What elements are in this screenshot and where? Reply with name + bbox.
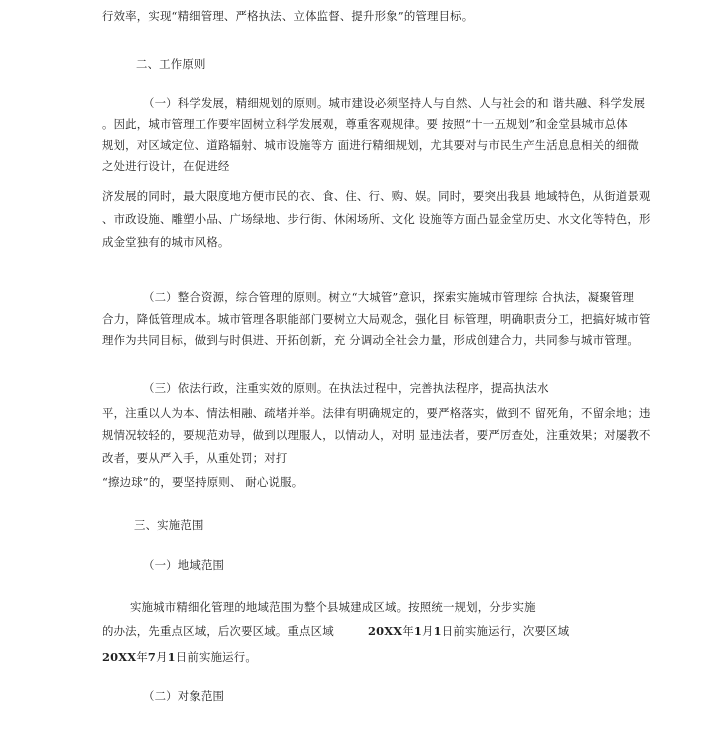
paragraph-line: 之处进行设计，在促进经 bbox=[102, 159, 230, 173]
paragraph-line: （三）依法行政，注重实效的原则。在执法过程中，完善执法程序，提高执法水 bbox=[143, 381, 549, 395]
intro-tail-line: 行效率，实现“精细管理、严格执法、立体监督、提升形象”的管理目标。 bbox=[102, 9, 474, 23]
paragraph-line: 规情况较轻的，要规范劝导，做到以理服人，以情动人，对明 显违法者，要严厉查处，注重效果；对屡教不 bbox=[102, 428, 651, 442]
paragraph-line: 理作为共同目标，做到与时俱进、开拓创新，充 分调动全社会力量，形成创建合力，共同参与城市管理。 bbox=[102, 333, 639, 347]
year-value: 20XX bbox=[368, 624, 403, 638]
month-value: 1 bbox=[413, 624, 423, 638]
paragraph-line: 成金堂独有的城市风格。 bbox=[102, 235, 230, 249]
paragraph-line: 济发展的同时，最大限度地方便市民的衣、食、住、行、购、娱。同时，要突出我县 地域特色，从街道景观 bbox=[102, 189, 651, 203]
paragraph-line: 规划，对区域定位、道路辐射、城市设施等方 面进行精细规划，尤其要对与市民生产生活息息相关的细微 bbox=[102, 138, 639, 152]
year-unit: 年 bbox=[402, 624, 414, 638]
day-value: 1 bbox=[167, 650, 176, 664]
paragraph-line: “擦边球”的，要坚持原则、 耐心说服。 bbox=[102, 475, 304, 489]
paragraph-line: 合力，降低管理成本。城市管理各职能部门要树立大局观念，强化目 标管理，明确职责分工，把搞好城市管 bbox=[102, 312, 651, 326]
paragraph-line: 实施城市精细化管理的地域范围为整个县城建成区域。按照统一规划，分步实施 bbox=[130, 600, 536, 614]
paragraph-line: 。因此，城市管理工作要牢固树立科学发展观，尊重客观规律。要 按照“十一五规划”和金堂县城市总体 bbox=[102, 117, 628, 131]
month-value: 7 bbox=[147, 650, 157, 664]
year-value: 20XX bbox=[102, 650, 137, 664]
paragraph-line: 、市政设施、雕塑小品、广场绿地、步行街、休闲场所、文化 设施等方面凸显金堂历史、水文化等特色，形 bbox=[102, 212, 651, 226]
schedule-text bbox=[102, 650, 257, 664]
schedule-text bbox=[368, 624, 569, 638]
year-unit: 年 bbox=[136, 650, 148, 664]
paragraph-line: 改者，要从严入手，从重处罚；对打 bbox=[102, 451, 288, 465]
subsection-heading-objects: （二）对象范围 bbox=[143, 689, 225, 703]
month-unit: 月 bbox=[156, 650, 168, 664]
section-heading-principles: 二、工作原则 bbox=[136, 57, 206, 71]
day-value: 1 bbox=[433, 624, 442, 638]
paragraph-line: （二）整合资源，综合管理的原则。树立“大城管”意识，探索实施城市管理综 合执法，凝聚管理 bbox=[143, 290, 635, 304]
paragraph-line: （一）科学发展，精细规划的原则。城市建设必须坚持人与自然、人与社会的和 谐共融、科学发展 bbox=[143, 96, 646, 110]
schedule-text-tail: 日前实施运行。 bbox=[175, 650, 257, 664]
schedule-text-tail: 日前实施运行，次要区域 bbox=[441, 624, 570, 638]
paragraph-line: 的办法，先重点区域，后次要区域。重点区域 bbox=[102, 624, 334, 638]
subsection-heading-area: （一）地域范围 bbox=[143, 558, 225, 572]
section-heading-scope: 三、实施范围 bbox=[134, 518, 204, 532]
month-unit: 月 bbox=[422, 624, 434, 638]
paragraph-line: 平，注重以人为本、情法相融、疏堵并举。法律有明确规定的，要严格落实，做到不 留死角，不留余地；违 bbox=[102, 406, 651, 420]
